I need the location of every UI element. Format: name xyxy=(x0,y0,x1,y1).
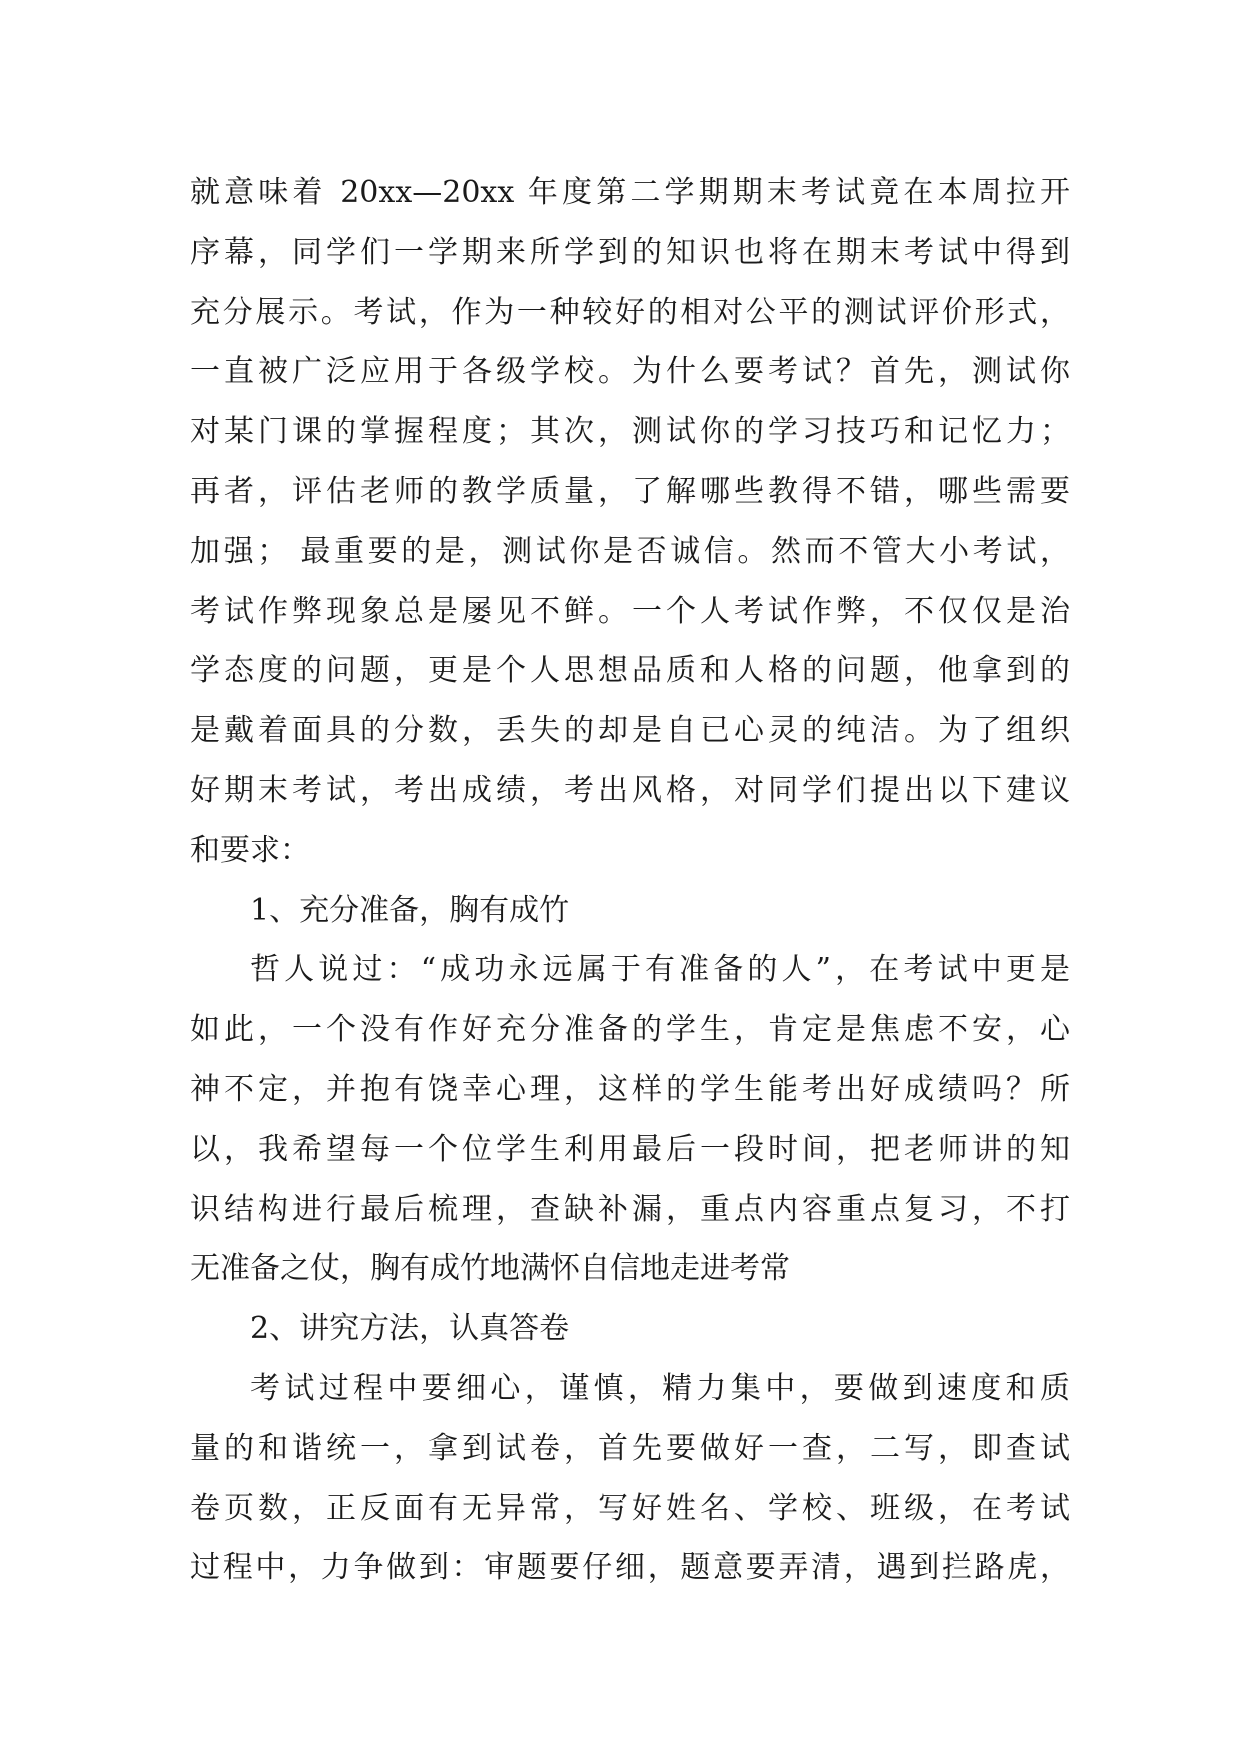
text-line: 序幕，同学们一学期来所学到的知识也将在期末考试中得到 xyxy=(190,234,1070,270)
section-heading: 2、讲究方法，认真答卷 xyxy=(250,1311,570,1347)
text-line: 是戴着面具的分数，丢失的却是自已心灵的纯洁。为了组织 xyxy=(190,713,1070,749)
text-line: 就意味着 20xx—20xx 年度第二学期期末考试竟在本周拉开 xyxy=(190,175,1070,210)
text-line: 考试作弊现象总是屡见不鲜。一个人考试作弊，不仅仅是治 xyxy=(190,593,1070,629)
text-line: 和要求： xyxy=(190,832,310,868)
text-line: 如此，一个没有作好充分准备的学生，肯定是焦虑不安，心 xyxy=(190,1012,1070,1048)
text-line: 一直被广泛应用于各级学校。为什么要考试？首先，测试你 xyxy=(190,354,1070,390)
text-line: 充分展示。考试，作为一种较好的相对公平的测试评价形式， xyxy=(190,294,1070,330)
text-line: 量的和谐统一，拿到试卷，首先要做好一查，二写，即查试 xyxy=(190,1430,1070,1466)
section-heading: 1、充分准备，胸有成竹 xyxy=(250,892,570,928)
text-line: 以，我希望每一个位学生利用最后一段时间，把老师讲的知 xyxy=(190,1131,1070,1167)
text-line: 再者，评估老师的教学质量，了解哪些教得不错，哪些需要 xyxy=(190,473,1070,509)
text-line: 加强； 最重要的是，测试你是否诚信。然而不管大小考试， xyxy=(190,533,1070,569)
text-line: 卷页数，正反面有无异常，写好姓名、学校、班级，在考试 xyxy=(190,1490,1070,1526)
document-body xyxy=(190,163,1070,1598)
text-line: 学态度的问题，更是个人思想品质和人格的问题，他拿到的 xyxy=(190,653,1070,689)
text-line: 神不定，并抱有饶幸心理，这样的学生能考出好成绩吗？所 xyxy=(190,1071,1070,1107)
text-line: 识结构进行最后梳理，查缺补漏，重点内容重点复习，不打 xyxy=(190,1191,1070,1227)
text-line: 考试过程中要细心，谨慎，精力集中，要做到速度和质 xyxy=(250,1370,1070,1406)
text-line: 哲人说过：“成功永远属于有准备的人”，在考试中更是 xyxy=(250,952,1070,988)
text-line: 好期末考试，考出成绩，考出风格，对同学们提出以下建议 xyxy=(190,772,1070,808)
text-line: 过程中，力争做到：审题要仔细，题意要弄清，遇到拦路虎， xyxy=(190,1550,1070,1586)
text-line: 对某门课的掌握程度；其次，测试你的学习技巧和记忆力； xyxy=(190,414,1070,450)
text-line: 无准备之仗，胸有成竹地满怀自信地走进考常 xyxy=(190,1251,790,1287)
